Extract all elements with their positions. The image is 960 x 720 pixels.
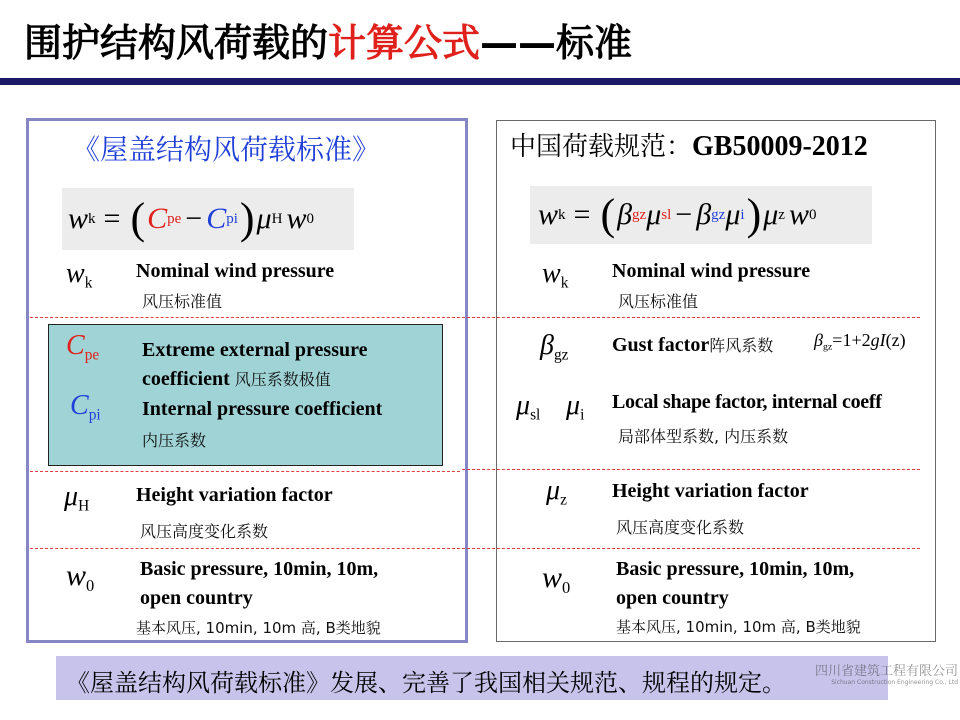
right-symbol-w0: $w_0$ bbox=[542, 561, 571, 597]
right-symbol-musl: $\mu_{sl}$ bbox=[516, 390, 541, 424]
title-main: 围护结构风荷载的 bbox=[24, 21, 329, 65]
right-term-wk-cn: 风压标准值 bbox=[618, 292, 699, 311]
left-symbol-cpi: $C_{pi}$ bbox=[70, 390, 101, 424]
left-term-cpi-cn: 内压系数 bbox=[142, 431, 207, 450]
separator bbox=[30, 548, 460, 549]
left-heading: 《屋盖结构风荷载标准》 bbox=[72, 133, 381, 166]
left-term-w0-cn: 基本风压, 10min, 10m 高, B类地貌 bbox=[136, 619, 381, 637]
left-term-w0: Basic pressure, 10min, 10m, bbox=[140, 558, 379, 580]
left-term-wk: Nominal wind pressure bbox=[136, 260, 335, 282]
right-term-muz-cn: 风压高度变化系数 bbox=[616, 518, 745, 537]
company-watermark: 四川省建筑工程有限公司 Sichuan Construction Engineering Co., Ltd bbox=[814, 664, 958, 686]
left-term-muh-cn: 风压高度变化系数 bbox=[140, 522, 269, 541]
right-term-w0-line2: open country bbox=[616, 587, 729, 609]
separator bbox=[462, 317, 920, 318]
left-term-cpi: Internal pressure coefficient bbox=[142, 398, 383, 420]
right-heading: 中国荷载规范：GB50009-2012 bbox=[510, 131, 868, 162]
page-title bbox=[24, 12, 632, 72]
left-symbol-muh: $\mu_H$ bbox=[64, 481, 90, 515]
right-symbol-wk: $w_k$ bbox=[542, 258, 569, 292]
left-term-w0-line2: open country bbox=[140, 587, 253, 609]
left-term-cpe-line2: coefficient 风压系数极值 bbox=[142, 368, 331, 390]
right-term-w0-cn: 基本风压, 10min, 10m 高, B类地貌 bbox=[616, 618, 861, 636]
footer-text: 《屋盖结构风荷载标准》发展、完善了我国相关规范、规程的规定。 bbox=[66, 669, 786, 697]
gust-factor-formula: $\beta_{gz}=1+2gI(z)$ bbox=[814, 330, 906, 353]
right-term-w0: Basic pressure, 10min, 10m, bbox=[616, 558, 855, 580]
left-symbol-wk: $w_k$ bbox=[66, 258, 93, 292]
right-term-bgz: Gust factor阵风系数 bbox=[612, 334, 774, 356]
right-symbol-bgz: $\beta_{gz}$ bbox=[540, 330, 569, 364]
left-term-muh: Height variation factor bbox=[136, 484, 333, 506]
right-term-musl-cn: 局部体型系数, 内压系数 bbox=[618, 427, 789, 446]
separator bbox=[462, 469, 920, 470]
title-underline bbox=[0, 78, 960, 85]
separator bbox=[30, 317, 460, 318]
separator bbox=[30, 471, 460, 472]
right-term-wk: Nominal wind pressure bbox=[612, 260, 811, 282]
right-term-musl: Local shape factor, internal coeff bbox=[612, 391, 882, 413]
right-symbol-mui: $\mu_i$ bbox=[566, 390, 585, 424]
title-tail: ——标准 bbox=[480, 21, 633, 65]
right-formula: w k = ( β gz μ sl − β gz μ i ) μ z w 0 bbox=[530, 186, 872, 244]
left-symbol-cpe: $C_{pe}$ bbox=[66, 330, 100, 364]
separator bbox=[462, 548, 920, 549]
title-highlight: 计算公式 bbox=[328, 21, 481, 65]
left-formula: w k = ( C pe − C pi ) μ H w 0 bbox=[62, 188, 354, 250]
left-symbol-w0: $w_0$ bbox=[66, 559, 95, 595]
right-term-muz: Height variation factor bbox=[612, 480, 809, 502]
right-symbol-muz: $\mu_z$ bbox=[546, 475, 567, 509]
left-term-cpe: Extreme external pressure bbox=[142, 339, 368, 361]
left-term-wk-cn: 风压标准值 bbox=[142, 292, 223, 311]
